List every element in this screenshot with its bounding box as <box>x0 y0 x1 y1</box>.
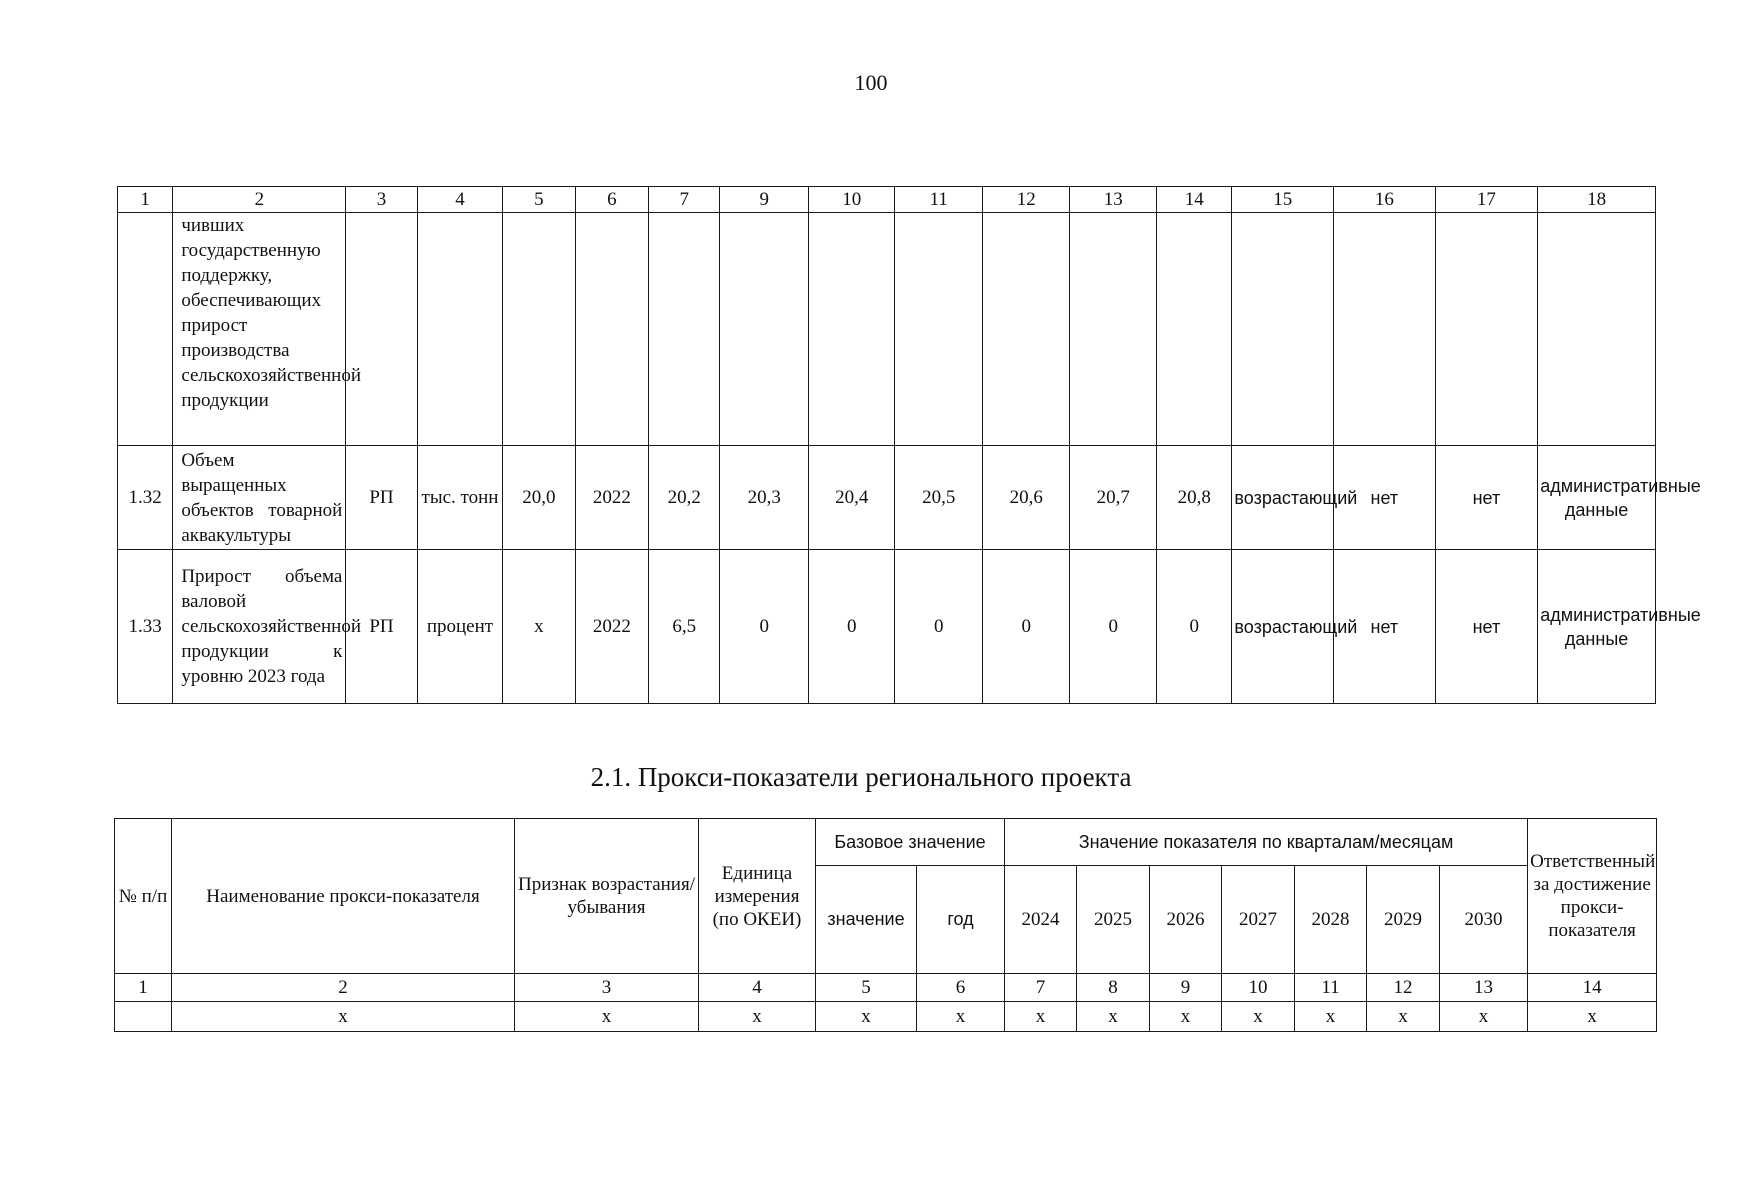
value-cell: 0 <box>895 550 983 704</box>
year-header: 2029 <box>1367 866 1440 974</box>
col-num: 13 <box>1440 974 1528 1002</box>
base-value-cell: 20,0 <box>503 446 575 550</box>
col-num: 1 <box>118 187 173 213</box>
value-cell: 0 <box>808 550 895 704</box>
source-cell: административные данные <box>1538 550 1656 704</box>
table-cell <box>1156 213 1231 446</box>
num-header: № п/п <box>115 819 172 974</box>
base-year-header: год <box>917 866 1005 974</box>
proxy-indicators-table <box>114 818 1657 1032</box>
trend-cell: возрастающий <box>1232 446 1334 550</box>
table-cell <box>1334 213 1436 446</box>
col-num: 13 <box>1070 187 1157 213</box>
table-cell <box>982 213 1070 446</box>
table-cell <box>1070 213 1157 446</box>
row-number: 1.32 <box>118 446 173 550</box>
table-cell <box>1232 213 1334 446</box>
value-cell: 0 <box>1070 550 1157 704</box>
table-cell: х <box>1295 1002 1367 1032</box>
year-header: 2028 <box>1295 866 1367 974</box>
table-cell <box>346 213 417 446</box>
indicators-table-continued <box>117 186 1701 704</box>
col-num: 6 <box>575 187 648 213</box>
year-header: 2030 <box>1440 866 1528 974</box>
table-cell: х <box>515 1002 699 1032</box>
table-cell: х <box>1005 1002 1077 1032</box>
col-num: 8 <box>1077 974 1150 1002</box>
table-cell: х <box>1528 1002 1657 1032</box>
col-num: 11 <box>895 187 983 213</box>
value-cell: 6,5 <box>649 550 720 704</box>
col17-cell: нет <box>1435 550 1538 704</box>
col16-cell: нет <box>1334 446 1436 550</box>
col-num: 2 <box>172 974 515 1002</box>
unit-cell: тыс. тонн <box>417 446 503 550</box>
table-cell: х <box>699 1002 816 1032</box>
value-cell: 20,4 <box>808 446 895 550</box>
trend-header: Признак возрастания/убывания <box>515 819 699 974</box>
value-cell: 20,8 <box>1156 446 1231 550</box>
table-cell: х <box>1222 1002 1295 1032</box>
col-num: 2 <box>173 187 346 213</box>
table-cell: х <box>1367 1002 1440 1032</box>
table-row <box>118 550 1656 704</box>
col16-cell: нет <box>1334 550 1436 704</box>
value-cell: 20,3 <box>720 446 809 550</box>
table-cell: х <box>1440 1002 1528 1032</box>
col-num: 17 <box>1435 187 1538 213</box>
col-num: 4 <box>699 974 816 1002</box>
col-num: 12 <box>1367 974 1440 1002</box>
column-number-row <box>118 187 1656 213</box>
responsible-header: Ответственный за достижение прокси-показателя <box>1528 819 1657 974</box>
table-cell: х <box>172 1002 515 1032</box>
col-num: 1 <box>115 974 172 1002</box>
year-header: 2027 <box>1222 866 1295 974</box>
section-title: 2.1. Прокси-показатели регионального проекта <box>590 762 1132 792</box>
table-cell <box>1538 213 1656 446</box>
col-num: 7 <box>649 187 720 213</box>
row-number: 1.33 <box>118 550 173 704</box>
indicator-name: Прирост объема валовой сельскохозяйственной продукции к уровню 2023 года <box>173 550 346 704</box>
trend-cell: возрастающий <box>1232 550 1334 704</box>
table-cell <box>417 213 503 446</box>
value-cell: 0 <box>1156 550 1231 704</box>
col-num: 4 <box>417 187 503 213</box>
col-num: 3 <box>346 187 417 213</box>
indicator-name: Объем выращенных объектов товарной аквакультуры <box>173 446 346 550</box>
continuation-row <box>118 213 1656 446</box>
table-cell <box>575 213 648 446</box>
table-cell <box>115 1002 172 1032</box>
base-year-cell: 2022 <box>575 550 648 704</box>
table-cell <box>895 213 983 446</box>
col-num: 5 <box>816 974 917 1002</box>
col17-cell: нет <box>1435 446 1538 550</box>
header-row-1 <box>115 819 1657 866</box>
col-num: 16 <box>1334 187 1436 213</box>
col-num: 15 <box>1232 187 1334 213</box>
table-cell <box>649 213 720 446</box>
value-cell: 20,5 <box>895 446 983 550</box>
page-number: 100 <box>854 70 888 95</box>
col-num: 11 <box>1295 974 1367 1002</box>
col-num: 5 <box>503 187 575 213</box>
unit-header: Единица измерения (по ОКЕИ) <box>699 819 816 974</box>
unit-cell: процент <box>417 550 503 704</box>
year-header: 2024 <box>1005 866 1077 974</box>
source-cell: административные данные <box>1538 446 1656 550</box>
base-value-header: значение <box>816 866 917 974</box>
table-cell <box>808 213 895 446</box>
col-num: 9 <box>720 187 809 213</box>
table-cell: х <box>1077 1002 1150 1032</box>
col-num: 9 <box>1150 974 1222 1002</box>
continuation-name-cell: чивших государственную поддержку, обеспечивающих прирост производства сельскохозяйственной продукции <box>173 213 346 446</box>
base-value-cell: х <box>503 550 575 704</box>
year-header: 2026 <box>1150 866 1222 974</box>
level-cell: РП <box>346 446 417 550</box>
col-num: 7 <box>1005 974 1077 1002</box>
base-header: Базовое значение <box>816 819 1005 866</box>
name-header: Наименование прокси-показателя <box>172 819 515 974</box>
table-cell <box>118 213 173 446</box>
col-num: 10 <box>808 187 895 213</box>
table-cell <box>1435 213 1538 446</box>
value-cell: 0 <box>720 550 809 704</box>
table-cell <box>503 213 575 446</box>
col-num: 6 <box>917 974 1005 1002</box>
table-row <box>115 1002 1657 1032</box>
column-number-row <box>115 974 1657 1002</box>
col-num: 12 <box>982 187 1070 213</box>
table-cell <box>720 213 809 446</box>
table-cell: х <box>1150 1002 1222 1032</box>
table-cell: х <box>917 1002 1005 1032</box>
table-cell: х <box>816 1002 917 1032</box>
level-cell: РП <box>346 550 417 704</box>
col-num: 18 <box>1538 187 1656 213</box>
col-num: 14 <box>1528 974 1657 1002</box>
table-row <box>118 446 1656 550</box>
base-year-cell: 2022 <box>575 446 648 550</box>
col-num: 3 <box>515 974 699 1002</box>
periods-header: Значение показателя по кварталам/месяцам <box>1005 819 1528 866</box>
col-num: 10 <box>1222 974 1295 1002</box>
value-cell: 20,7 <box>1070 446 1157 550</box>
value-cell: 20,2 <box>649 446 720 550</box>
value-cell: 0 <box>982 550 1070 704</box>
col-num: 14 <box>1156 187 1231 213</box>
year-header: 2025 <box>1077 866 1150 974</box>
value-cell: 20,6 <box>982 446 1070 550</box>
